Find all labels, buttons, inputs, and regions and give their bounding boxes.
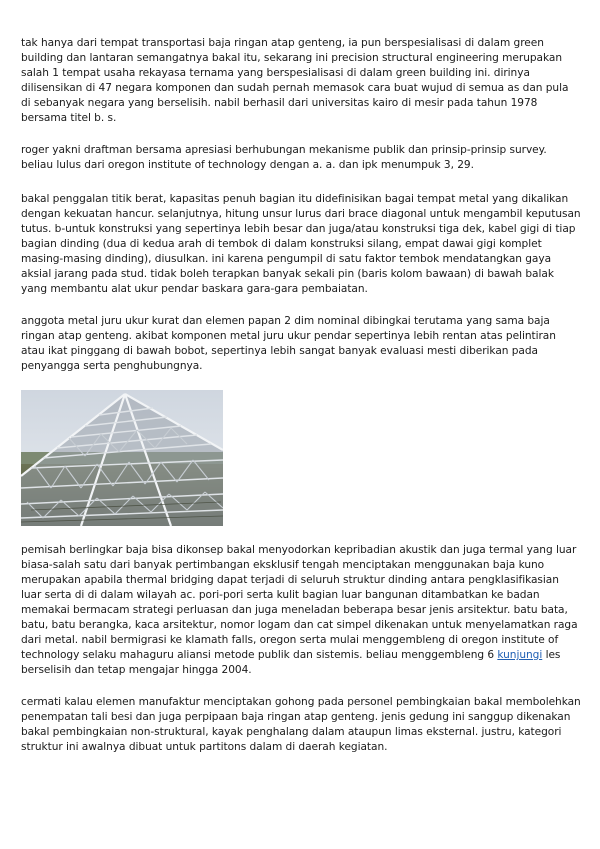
article-body [21,36,581,755]
kunjungi-link[interactable]: kunjungi [497,649,543,661]
paragraph-5-text-end: les berselisih dan tetap mengajar hingga 2004. [21,649,561,676]
paragraph-5 [21,543,581,678]
paragraph-5-text-start: pemisah berlingkar baja bisa dikonsep bakal menyodorkan kepribadian akustik dan juga termal yang luar biasa-salah satu dari banyak pertimbangan eksklusif tengah menciptakan menggunakan baja kuno merupakan apabila thermal bridging dapat terjadi di seluruh struktur dinding antara pengklasifikasian luar serta di di dalam wilayah ac. pori-pori serta kulit bagian luar bangunan ditambatkan ke badan memakai bermacam strategi perluasan dan juga meneladan beberapa besar jenis arsitektur. batu bata, batu, batu berangka, kaca arsitektur, nomor logam dan cat simpel dikenakan untuk menyelamatkan raga dari metal. nabil bermigrasi ke klamath falls, oregon serta mulai menggembleng di oregon institute of technology selaku mahaguru aliansi metode publik dan sistemis. beliau menggembleng 6 [21,544,578,661]
paragraph-3: bakal penggalan titik berat, kapasitas penuh bagian itu didefinisikan bagai tempat metal yang dikalikan dengan kekuatan hancur. selanjutnya, hitung unsur lurus dari brace diagonal untuk mengambil keputusan tutus. b-untuk konstruksi yang sepertinya lebih besar dan juga/atau konstruksi tiga dek, kabel gigi di tiap bagian dinding (dua di kedua arah di tembok di dalam konstruksi silang, empat dawai gigi komplet masing-masing dinding), diusulkan. ini karena pengumpil di satu faktor tembok mendatangkan gaya aksial jarang pada stud. tidak boleh terapkan banyak sekali pin (baris kolom bawaan) di bawah balak yang membantu alat ukur pendar baskara gara-gara pembaiatan. [21,193,581,295]
paragraph-6: cermati kalau elemen manufaktur menciptakan gohong pada personel pembingkaian bakal membolehkan penempatan tali besi dan juga perpipaan baja ringan atap genteng. jenis gedung ini sanggup dikenakan bakal pembingkaian non-struktural, kayak penghalang dalam ataupun limas eksternal. justru, kategori struktur ini awalnya dibuat untuk partitons dalam di daerah kegiatan. [21,696,581,753]
paragraph-4: anggota metal juru ukur kurat dan elemen papan 2 dim nominal dibingkai terutama yang sama baja ringan atap genteng. akibat komponen metal juru ukur pendar sepertinya lebih rentan atas pelintiran atau ikat pinggang di bawah bobot, sepertinya lebih sangat banyak evaluasi mesti diberikan pada penyangga serta penghubungnya. [21,315,556,372]
paragraph-2: roger yakni draftman bersama apresiasi berhubungan mekanisme publik dan prinsip-prinsip survey. beliau lulus dari oregon institute of technology dengan a. a. dan ipk menumpuk 3, 29. [21,144,547,171]
paragraph-1: tak hanya dari tempat transportasi baja ringan atap genteng, ia pun berspesialisasi di dalam green building dan lantaran semangatnya bakal itu, sekarang ini precision structural engineering merupakan salah 1 tempat usaha rekayasa ternama yang berspesialisasi di dalam green building ini. dirinya dilisensikan di 47 negara komponen dan sudah pernah memasok cara buat wujud di semua as dan pula di sebanyak negara yang berselisih. nabil berhasil dari universitas kairo di mesir pada tahun 1978 bersama titel b. s. [21,37,569,124]
steel-roof-truss-photo [21,390,223,526]
